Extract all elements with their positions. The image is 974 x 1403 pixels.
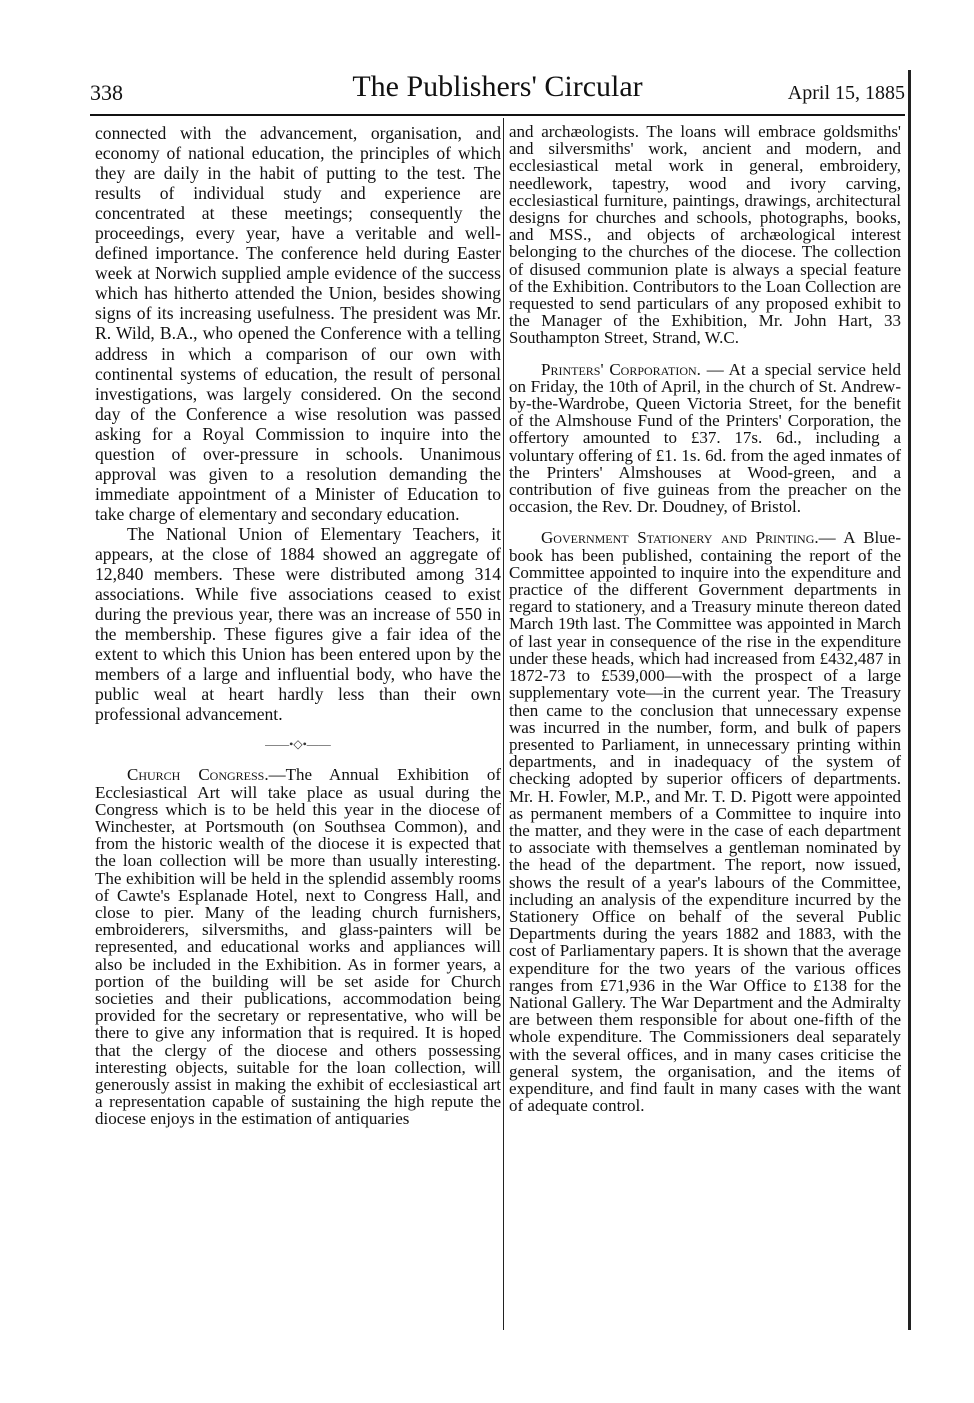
issue-date: April 15, 1885 bbox=[787, 82, 905, 104]
printers-corporation-heading: Printers' Corporation. bbox=[541, 359, 701, 379]
government-stationery-article bbox=[509, 529, 901, 1114]
printers-corporation-text: — At a special service held on Friday, the 10th of April, in the church of St. Andrew-by-the-Wardrobe, Queen Victoria Street, for the benefit of the Almshouse Fund of the Printers' Corporation, the offertory amounted to £37. 17s. 6d., including a voluntary offering of £1. 1s. 6d. from the aged inmates of the Printers' Almshouses at Wood-green, and a contribution of five guineas from the preacher on the occasion, the Rev. Dr. Doudney, of Bristol. bbox=[509, 359, 901, 517]
section-separator: ——•◇•—— bbox=[265, 737, 331, 752]
printers-corporation-article bbox=[509, 361, 901, 516]
government-stationery-heading: Government Stationery and Printing. bbox=[541, 528, 819, 548]
right-column bbox=[509, 123, 901, 1114]
church-congress-text: —The Annual Exhibition of Ecclesiastical Art will take place as usual during the Congress which is to be held this year in the diocese of Winchester, at Portsmouth (on Southsea Common), and from the historic wealth of the diocese it is expected that the loan collection will be more than usually interesting. The exhibition will be held in the splendid assembly rooms of Cawte's Esplanade Hotel, next to Congress Hall, and close to pier. Many of the leading church furnishers, embroiderers, silversmiths, and glass-painters will be represented, and educational works and appliances will also be included in the Exhibition. As in former years, a portion of the building will be set aside for Church societies and their publications, accommodation being provided for the secretary or representative, who will be there to give any information that is required. It is hoped that the clergy of the diocese and others possessing interesting objects, suitable for the loan collection, will generously assist in making the exhibit of ecclesiastical art a representation capable of sustaining the high repute the diocese enjoys in the estimation of antiquaries bbox=[95, 765, 501, 1129]
education-paragraph: connected with the advancement, organisation, and economy of national education, the principles of which they are daily in the habit of putting to the test. The results of individual study and experience are concentrated at these meetings; consequently the proceedings, every year, have a veritable and well-defined importance. The conference held during Easter week at Norwich supplied ample evidence of the success which has hitherto attended the Union, besides showing signs of its increasing usefulness. The president was Mr. R. Wild, B.A., who opened the Conference with a telling address in which a comparison of our own with continental systems of education, the result of personal investigations, was largely considered. On the second day of the Conference a wise resolution was passed asking for a Royal Commission to inquire into the question of over-pressure in schools. Unanimous approval was given to a resolution demanding the immediate appointment of a Minister of Education to take charge of elementary and secondary education. bbox=[95, 123, 501, 524]
government-stationery-text: — A Blue-book has been published, containing the report of the Committee appointed to inquire into the expenditure and practice of the different Government departments in regard to stationery, and a Treasury minute thereon dated March 19th last. The Committee was appointed in March of last year in consequence of the rise in the expenditure under these heads, which had increased from £432,487 in 1872-73 to £539,000—with the prospect of a large supplementary vote—in the current year. The Treasury then came to the conclusion that unnecessary expense was incurred in the number, form, and bulk of papers presented to Parliament, in unnecessary printing within departments, and in inadequacy of the system of checking adopted by superior officers of departments. Mr. H. Fowler, M.P., and Mr. T. D. Pigott were appointed as permanent members of a Committee to inquire into the matter, and they were in the case of each department to associate with themselves a gentleman nominated by the head of the department. The report, now issued, shows the result of a year's labours of the Committee, including an analysis of the expenditure incurred by the Stationery Office on behalf of the several Public Departments during the years 1882 and 1883, with the cost of Parliamentary papers. It is shown that the average expenditure for the two years of the various offices ranges from £71,936 in the War Office to £138 for the National Gallery. The War Department and the Admiralty are between them responsible for about one-fifth of the whole expenditure. The Commissioners deal separately with the several offices, and in many cases criticise the general system, the organisation, and the items of expenditure, and find fault in many cases with the want of adequate control. bbox=[509, 528, 901, 1116]
exhibition-continuation-paragraph: and archæologists. The loans will embrace goldsmiths' and silversmiths' work, ancient and modern, and ecclesiastical metal work in general, embroidery, needlework, tapestry, wood and ivory carving, ecclesiastical furniture, paintings, drawings, architectural designs for churches and schools, photographs, books, and MSS., and objects of archæological interest belonging to the churches of the diocese. The collection of disused communion plate is always a special feature of the Exhibition. Contributors to the Loan Collection are requested to send particulars of any proposed exhibit to the Manager of the Exhibition, Mr. John Hart, 33 Southampton Street, Strand, W.C. bbox=[509, 122, 901, 348]
column-divider bbox=[503, 118, 504, 1330]
left-column bbox=[95, 123, 501, 1128]
church-congress-heading: Church Congress. bbox=[127, 765, 269, 785]
page-number: 338 bbox=[90, 80, 123, 105]
page-edge-rule bbox=[908, 70, 911, 1330]
church-congress-article bbox=[95, 766, 501, 1127]
page-header bbox=[90, 70, 905, 116]
publication-title: The Publishers' Circular bbox=[352, 70, 643, 103]
union-membership-paragraph: The National Union of Elementary Teachers, it appears, at the close of 1884 showed an aggregate of 12,840 members. These were distributed among 314 associations. While five associations ceased to exist during the previous year, there was an increase of 550 in the membership. These figures give a fair idea of the extent to which this Union has been entered upon by the members of a large and influential body, who have the public weal at heart hardly less than their own professional advancement. bbox=[95, 523, 501, 725]
